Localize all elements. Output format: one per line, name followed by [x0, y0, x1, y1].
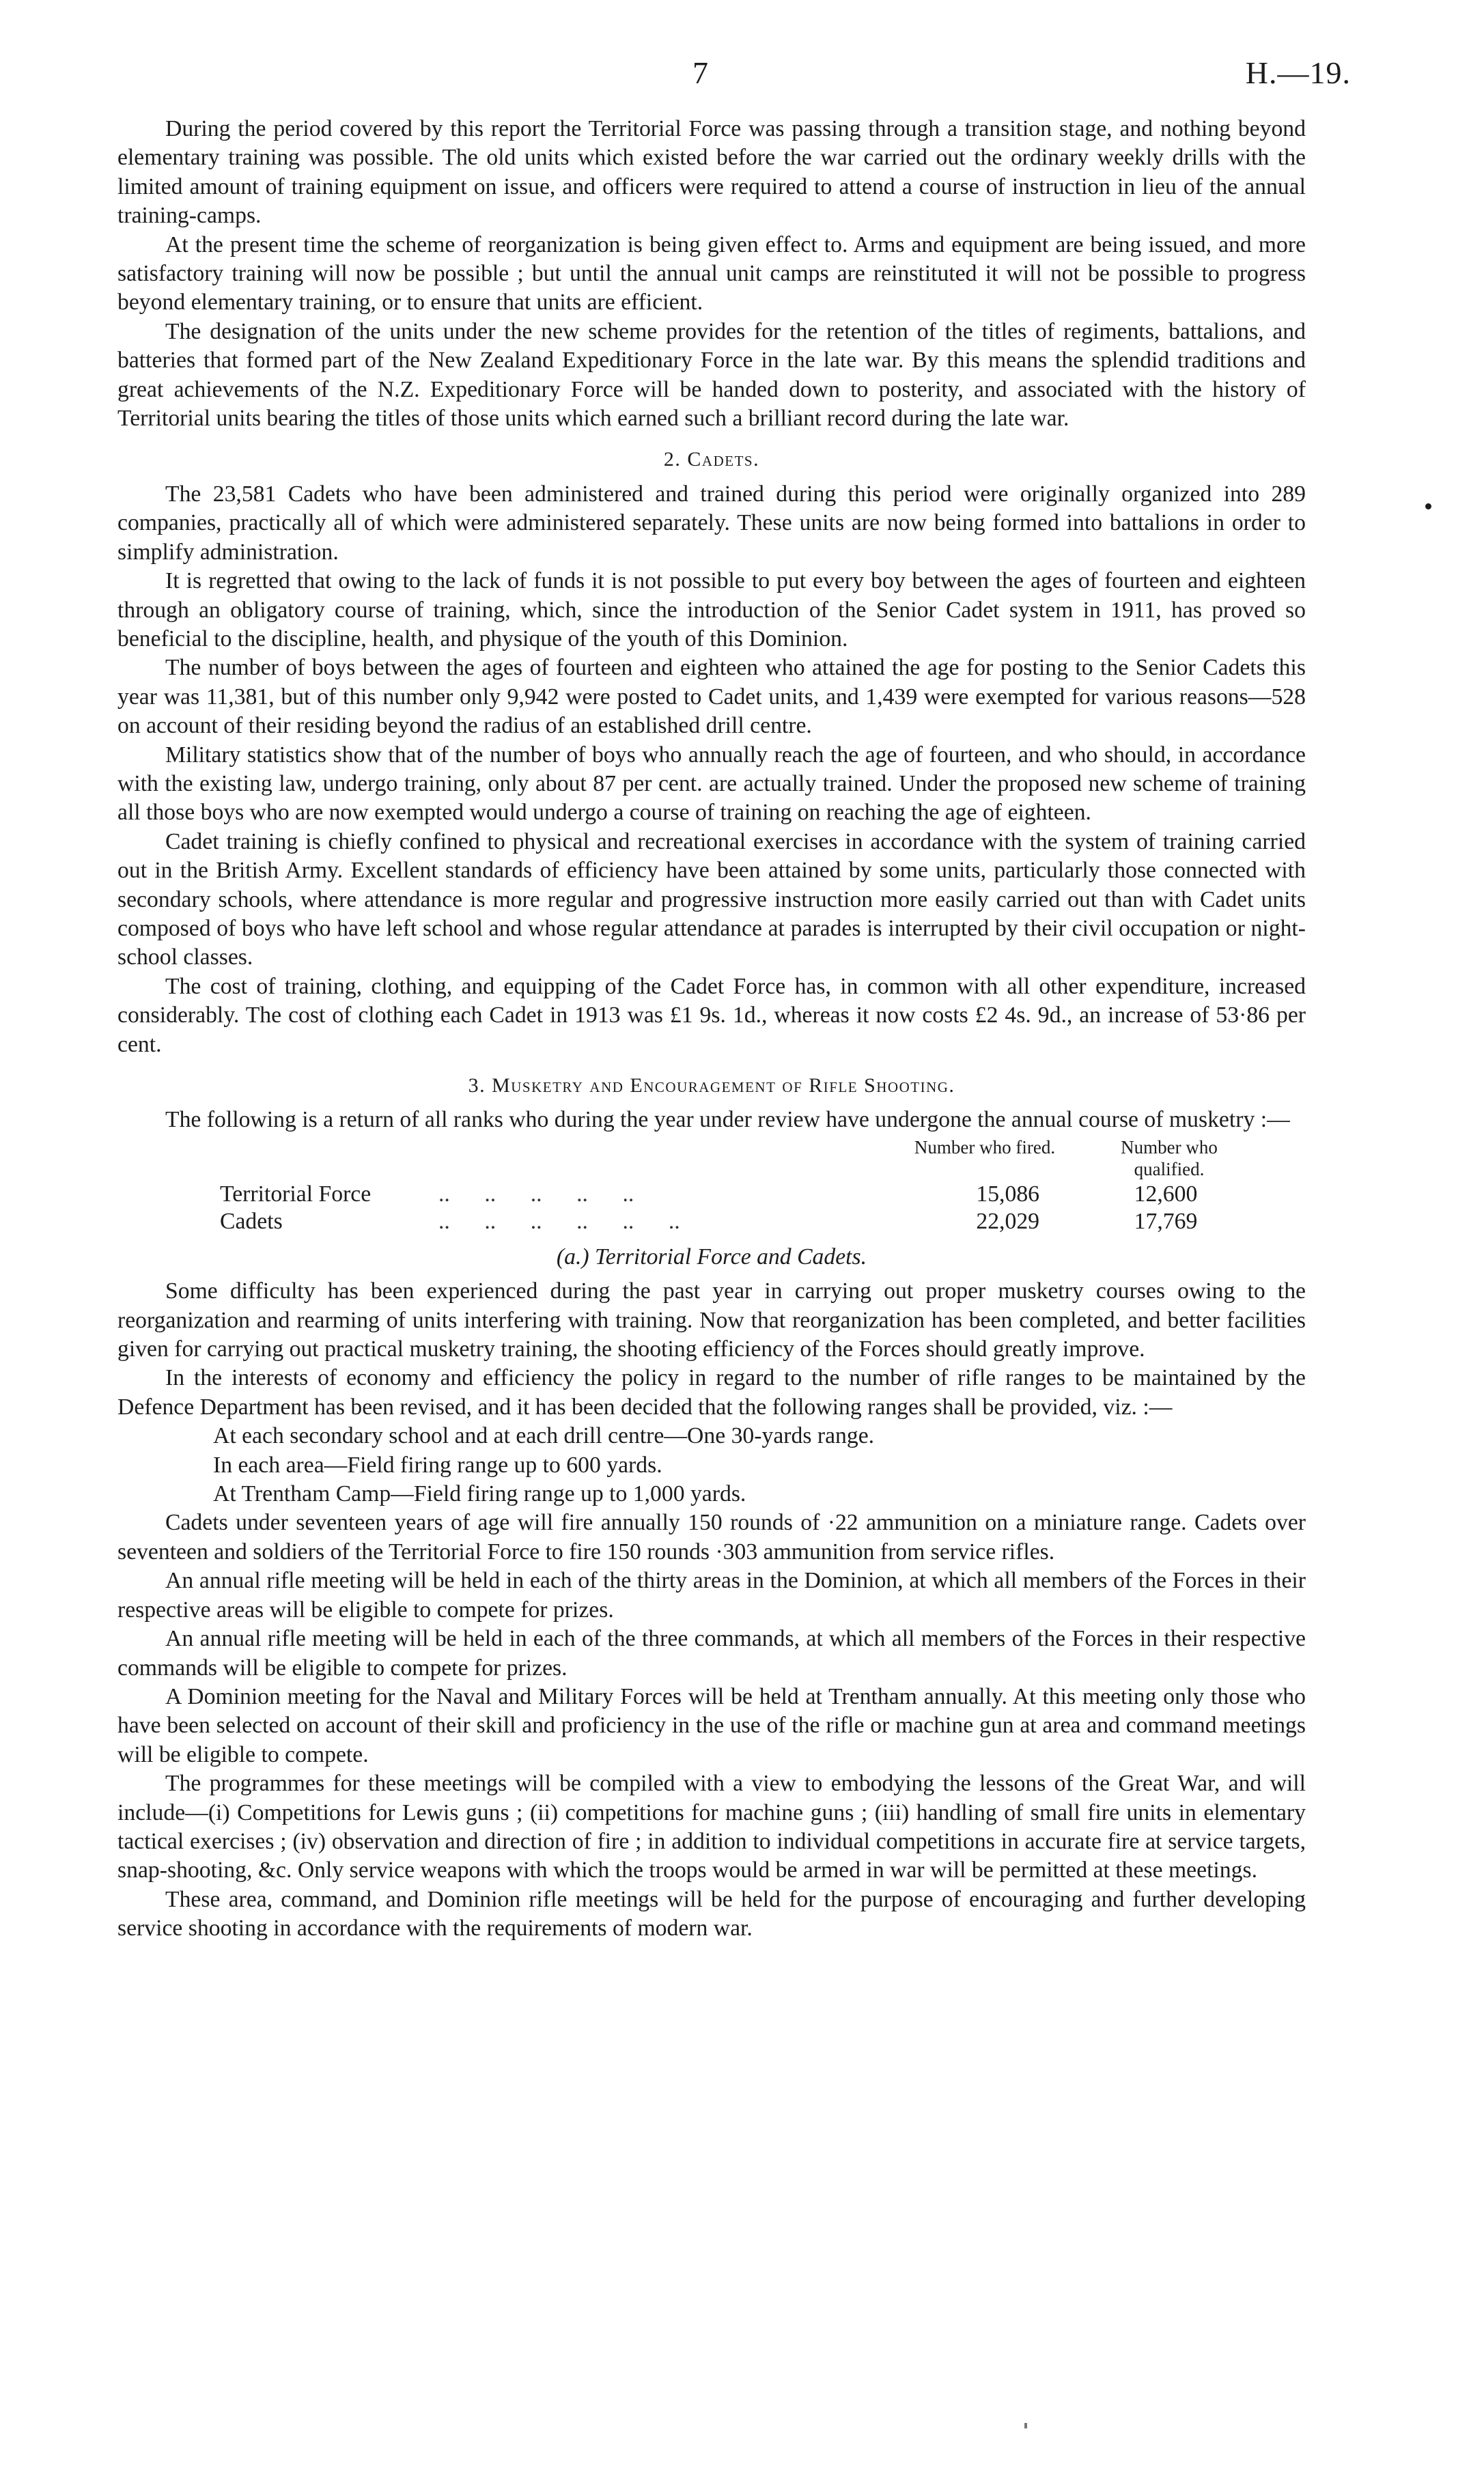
column-header-qualified: Number who qualified.	[1121, 1136, 1218, 1179]
paragraph: A Dominion meeting for the Naval and Military Forces will be held at Trentham annually. At this meeting only those who have been selected on account of their skill and proficiency in the use of the rifle or machine gun at area and command meetings will be eligible to compete.	[117, 1683, 1306, 1767]
paragraph: It is regretted that owing to the lack of funds it is not possible to put every boy between the ages of fourteen and eighteen through an obligatory course of training, which, since the introduction of the Senior Cadet system in 1911, has proved so beneficial to the discipline, health, and physique of the youth of this Dominion.	[117, 568, 1306, 651]
paragraph: During the period covered by this report the Territorial Force was passing through a transition stage, and nothing beyond elementary training was possible. The old units which existed before the war carried out the ordinary weekly drills with the limited amount of training equipment on issue, and officers were required to attend a course of instruction in lieu of the annual training-camps.	[117, 116, 1306, 229]
paragraph: These area, command, and Dominion rifle meetings will be held for the purpose of encouraging and further developing service shooting in accordance with the requirements of modern war.	[117, 1886, 1306, 1941]
margin-dot-mark	[1425, 503, 1431, 509]
paper-reference: H.—19.	[1245, 55, 1351, 90]
paragraph: The designation of the units under the new scheme provides for the retention of the titles of regiments, battalions, and batteries that formed part of the New Zealand Expeditionary Force in the late war. By this means the splendid traditions and great achievements of the N.Z. Expeditionary Force will be handed down to posterity, and associated with the history of Territorial units bearing the titles of those units which earned such a brilliant record during the late war.	[117, 318, 1306, 432]
ranges-list	[117, 1422, 1306, 1509]
section-heading-cadets: 2. Cadets.	[663, 448, 760, 471]
column-header-fired: Number who fired.	[914, 1136, 1056, 1158]
footer-mark	[1024, 2423, 1027, 2428]
cell-fired: 22,029	[976, 1208, 1039, 1234]
paragraph: The following is a return of all ranks who during the year under review have undergone the annual course of musketry :—	[165, 1107, 1290, 1133]
page-header	[0, 55, 1484, 96]
subsection-heading: (a.) Territorial Force and Cadets.	[556, 1244, 867, 1270]
paragraph: Some difficulty has been experienced during the past year in carrying out proper musketry courses owing to the reorganization and rearming of units interfering with training. Now that reorganization has been completed, and better facilities given for carrying out practical musketry training, the shooting efficiency of the Forces should greatly improve.	[117, 1278, 1306, 1362]
paragraph: The cost of training, clothing, and equipping of the Cadet Force has, in common with all other expenditure, increased considerably. The cost of clothing each Cadet in 1913 was £1 9s. 1d., whereas it now costs £2 4s. 9d., an increase of 53·86 per cent.	[117, 973, 1306, 1057]
paragraph: The 23,581 Cadets who have been administered and trained during this period were originally organized into 289 companies, practically all of which were administered separately. These units are now being formed into battalions in order to simplify administration.	[117, 481, 1306, 565]
paragraph: At the present time the scheme of reorganization is being given effect to. Arms and equipment are being issued, and more satisfactory training will now be possible ; but until the annual unit camps are reinstituted it will not be possible to progress beyond elementary training, or to ensure that units are efficient.	[117, 232, 1306, 315]
paragraph: In the interests of economy and efficiency the policy in regard to the number of rifle ranges to be maintained by the Defence Department has been revised, and it has been decided that the following ranges shall be provided, viz. :—	[117, 1365, 1306, 1420]
cell-qualified: 17,769	[1134, 1208, 1198, 1234]
cell-fired: 15,086	[976, 1181, 1039, 1207]
paragraph: Military statistics show that of the number of boys who annually reach the age of fourteen, and who should, in accordance with the existing law, undergo training, only about 87 per cent. are actually trained. Under the proposed new scheme of training all those boys who are now exempted would undergo a course of training on reaching the age of eighteen.	[117, 742, 1306, 826]
section-heading-musketry: 3. Musketry and Encouragement of Rifle Shooting.	[468, 1074, 955, 1097]
table-row	[117, 1180, 1306, 1209]
table-row	[117, 1207, 1306, 1236]
paragraph: The number of boys between the ages of fourteen and eighteen who attained the age for posting to the Senior Cadets this year was 11,381, but of this number only 9,942 were posted to Cadet units, and 1,439 were exempted for various reasons—528 on account of their residing beyond the radius of an established drill centre.	[117, 655, 1306, 739]
musketry-return-table	[117, 1136, 1306, 1232]
page-number: 7	[692, 55, 708, 90]
list-item: At Trentham Camp—Field firing range up to 1,000 yards.	[213, 1481, 746, 1507]
paragraph: Cadet training is chiefly confined to physical and recreational exercises in accordance with the system of training carried out in the British Army. Excellent standards of efficiency have been attained by some units, particularly those connected with secondary schools, where attendance is more regular and progressive instruction more easily carried out than with Cadet units composed of boys who have left school and whose regular attendance at parades is interrupted by their civil occupation or night-school classes.	[117, 828, 1306, 970]
paragraph: An annual rifle meeting will be held in each of the thirty areas in the Dominion, at which all members of the Forces in their respective areas will be eligible to compete for prizes.	[117, 1568, 1306, 1623]
body-text	[117, 115, 1306, 1944]
paragraph: The programmes for these meetings will be compiled with a view to embodying the lessons of the Great War, and will include—(i) Competitions for Lewis guns ; (ii) competitions for machine guns ; (iii) handling of small fire units in elementary tactical exercises ; (iv) observation and direction of fire ; in addition to individual competitions in accurate fire at service targets, snap-shooting, &c. Only service weapons with which the troops would be armed in war will be permitted at these meetings.	[117, 1771, 1306, 1883]
list-item: At each secondary school and at each drill centre—One 30-yards range.	[213, 1423, 875, 1449]
row-label: Cadets	[220, 1208, 283, 1234]
cell-qualified: 12,600	[1134, 1181, 1198, 1207]
dot-leader: .. .. .. .. ..	[438, 1181, 634, 1207]
row-label: Territorial Force	[220, 1181, 372, 1207]
paragraph: Cadets under seventeen years of age will fire annually 150 rounds of ·22 ammunition on a miniature range. Cadets over seventeen and soldiers of the Territorial Force to fire 150 rounds ·303 ammunition from service rifles.	[117, 1510, 1306, 1565]
paragraph: An annual rifle meeting will be held in each of the three commands, at which all members of the Forces in their respective commands will be eligible to compete for prizes.	[117, 1626, 1306, 1681]
list-item: In each area—Field firing range up to 600 yards.	[213, 1452, 662, 1478]
dot-leader: .. .. .. .. .. ..	[438, 1208, 680, 1234]
